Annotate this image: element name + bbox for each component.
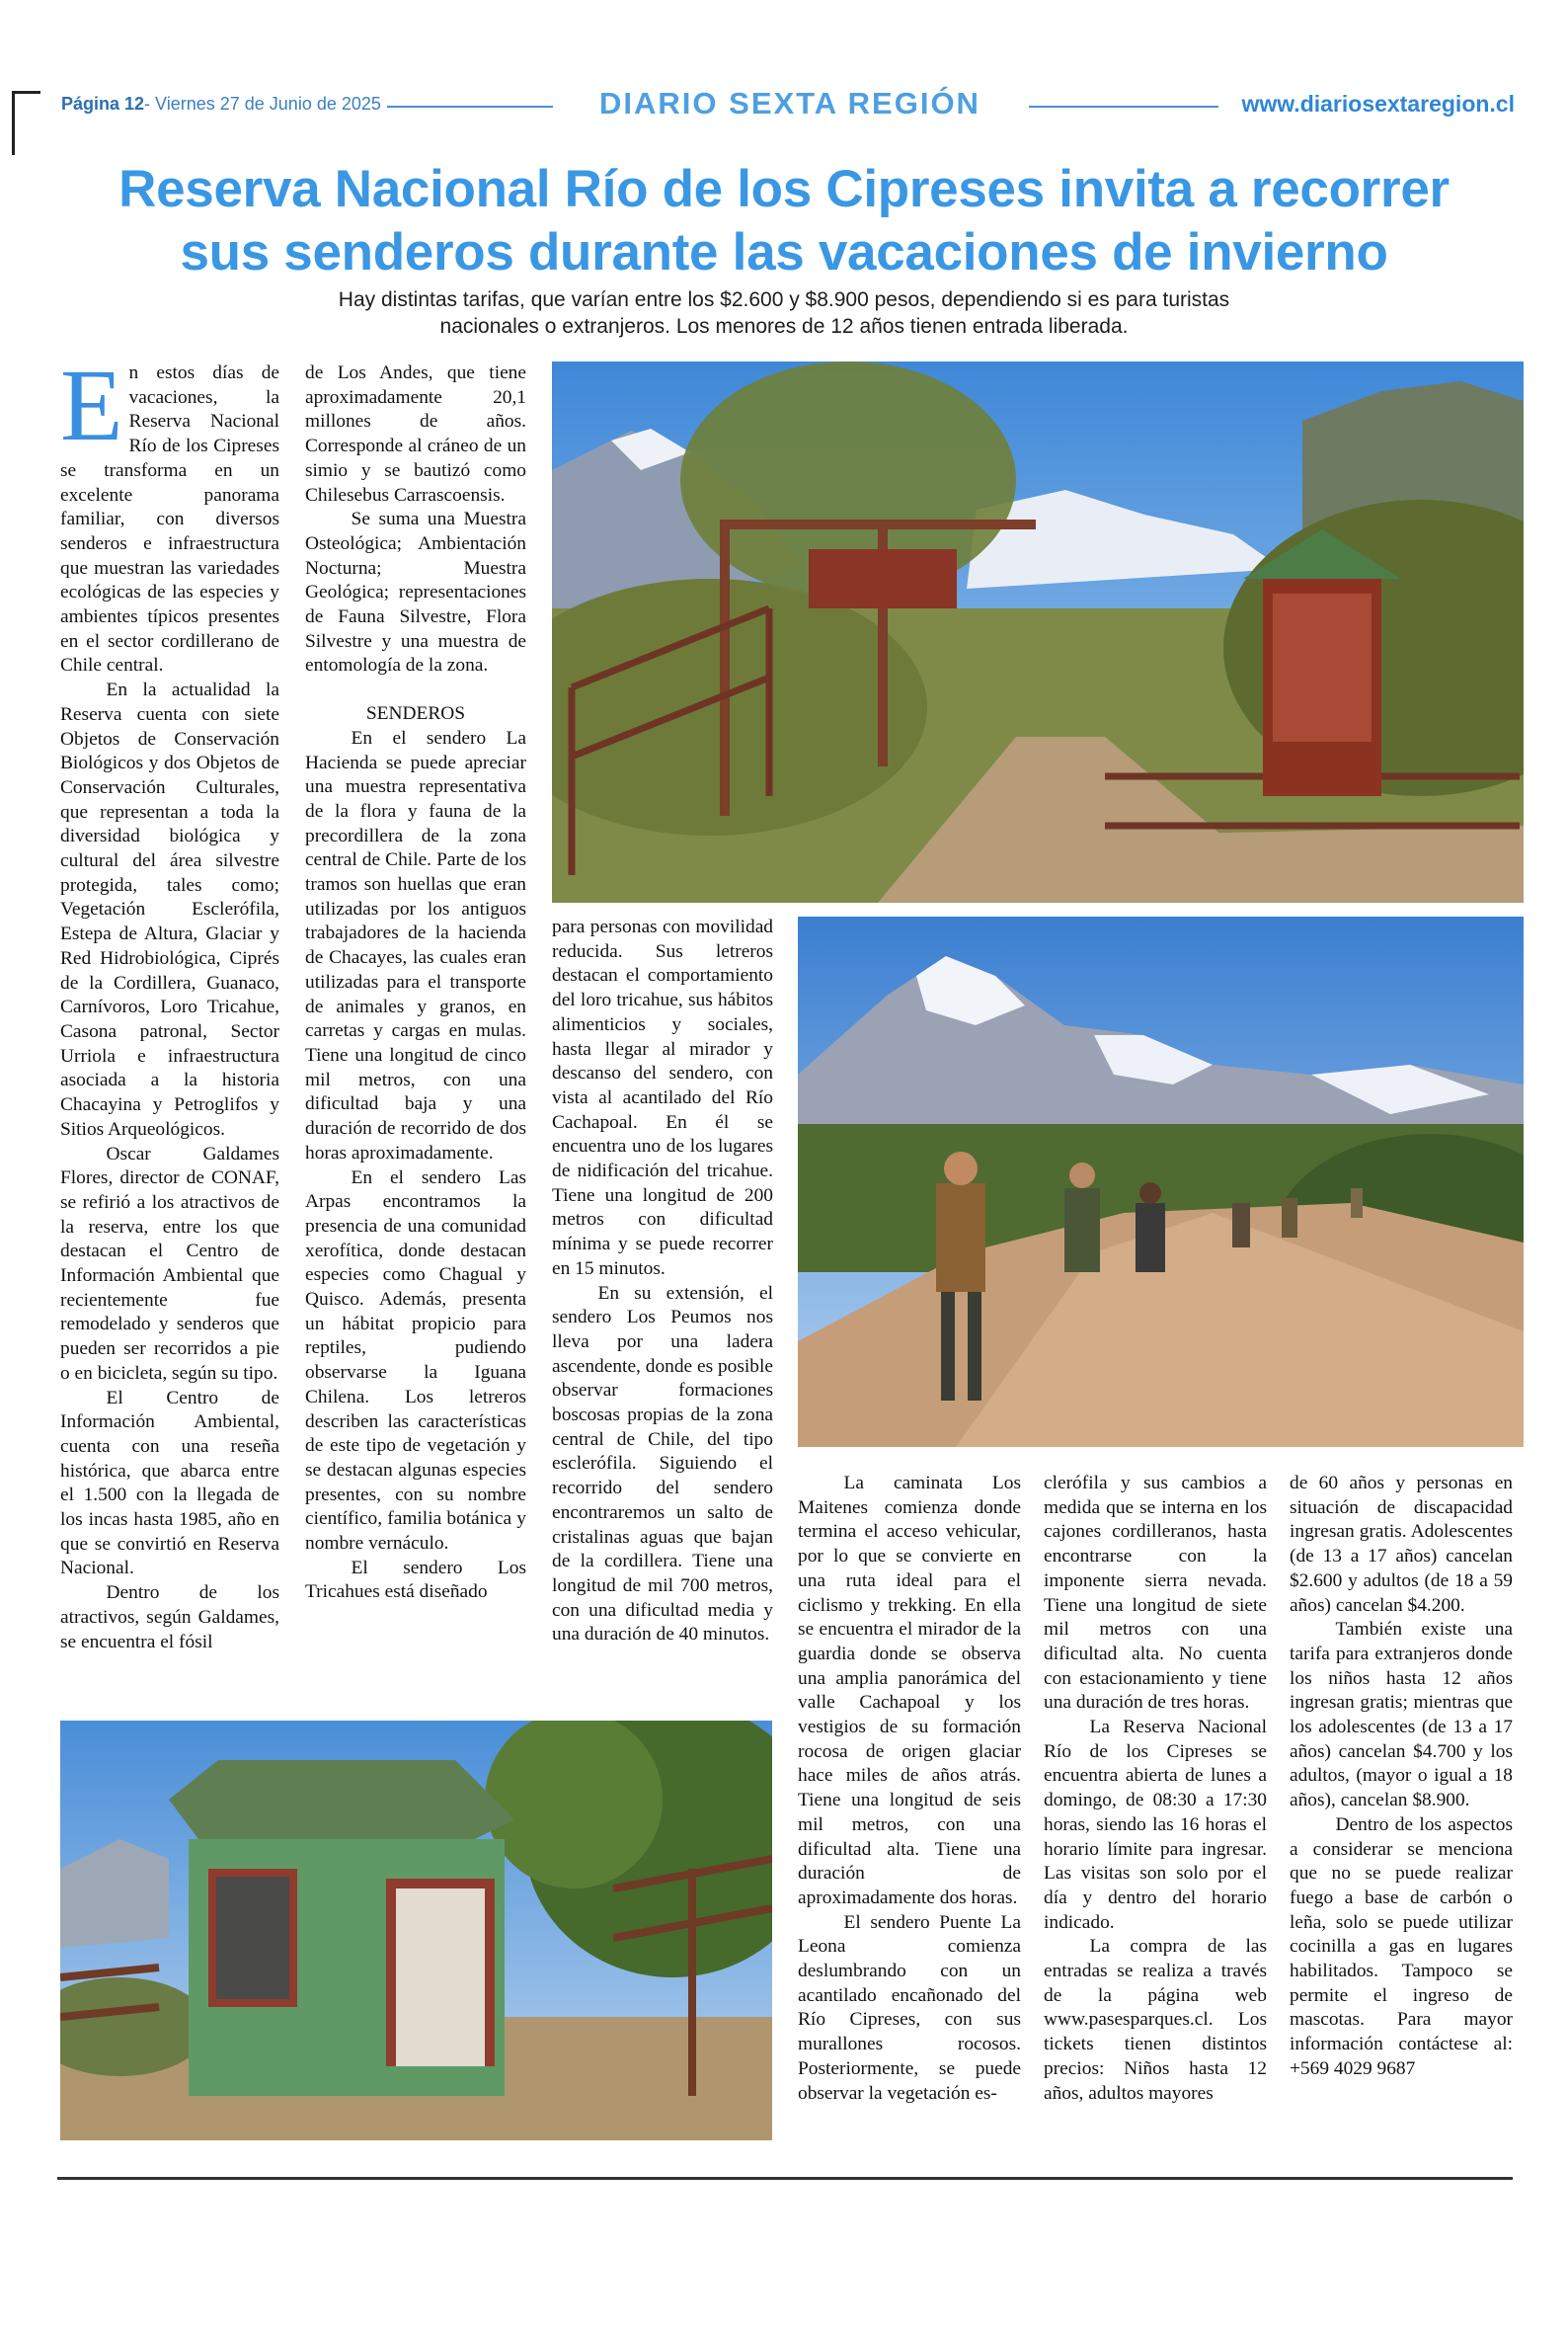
article-column-1 (60, 349, 279, 1654)
page-corner-mark (12, 91, 40, 155)
body-paragraph: El Centro de Información Ambiental, cuenta con una reseña histórica, que abarca entre el 1.500 con la llegada de los incas hasta 1985, año en que se convirtió en Reserva Nacional. (60, 1387, 279, 1579)
body-paragraph: clerófila y sus cambios a medida que se interna en los cajones cordilleranos, hasta encontrarse con la imponente sierra nevada. Tiene una longitud de siete mil metros con una dificultad alta. No cuenta con estacionamiento y tiene una duración de tres horas. (1044, 1473, 1267, 1714)
body-paragraph: En el sendero La Hacienda se puede apreciar una muestra representativa de la flora y fauna de la precordillera de la zona central de Chile. Parte de los tramos son huellas que eran utilizadas por los antiguos trabajadores de la hacienda de Chacayes, las cuales eran utilizadas para el transporte de animales y granos, en carretas y cargas en mulas. Tiene una longitud de cinco mil metros, con una dificultad baja y una duración de recorrido de dos horas aproximadamente. (305, 727, 526, 1164)
body-paragraph: La Reserva Nacional Río de los Cipreses se encuentra abierta de lunes a domingo, de 08:30 a 17:30 horas, siendo las 16 horas el horario límite para ingresar. Las visitas son solo por el día y dentro del horario indicado. (1044, 1717, 1267, 1933)
header-rule-left (387, 106, 553, 108)
article-column-2 (305, 361, 526, 1605)
body-paragraph: de 60 años y personas en situación de discapacidad ingresan gratis. Adolescentes (de 13 a 17 años) cancelan $2.600 y adultos (de 18 a 59 años) cancelan $4.200. (1290, 1473, 1513, 1616)
body-paragraph: El sendero Puente La Leona comienza deslumbrando con un acantilado encañonado del Río Cipreses, con sus murallones rocosos. Posteriormente, se puede observar la vegetación es- (798, 1911, 1021, 2104)
section-heading-senderos: SENDEROS (365, 703, 466, 725)
page-bottom-rule (57, 2177, 1513, 2180)
page-number: Página 12 (61, 93, 145, 114)
body-paragraph: En su extensión, el sendero Los Peumos nos lleva por una ladera ascendente, donde es posible observar formaciones boscosas propias de la zona central de Chile, del tipo esclerófila. Siguiendo el recorrido del sendero encontraremos un salto de cristalinas aguas que bajan de la cordillera. Tiene una longitud de mil 700 metros, con una dificultad media y una duración de 40 minutos. (552, 1282, 773, 1646)
body-paragraph: En la actualidad la Reserva cuenta con siete Objetos de Conservación Biológicos y dos Objetos de Conservación Culturales, que representan a toda la diversidad biológica y cultural del área silvestre protegida, tales como; Vegetación Esclerófila, Estepa de Altura, Glaciar y Red Hidrobiológica, Ciprés de la Cordillera, Guanaco, Carnívoros, Loro Tricahue, Casona patronal, Sector Urriola e infraestructura asociada a la historia Chacayina y Petroglifos y Sitios Arqueológicos. (60, 680, 279, 1140)
article-title-line-2: sus senderos durante las vacaciones de invierno (180, 223, 1388, 281)
hikers-trail-photo (798, 917, 1524, 1447)
body-paragraph: Oscar Galdames Flores, director de CONAF, se refirió a los atractivos de la reserva, entre los que destacan el Centro de Información Ambiental que recientemente fue remodelado y senderos que pueden ser recorridos a pie o en bicicleta, según su tipo. (60, 1143, 279, 1384)
entrance-gate-photo (552, 361, 1524, 903)
header-rule-right (1029, 106, 1218, 108)
newspaper-brand: DIARIO SEXTA REGIÓN (599, 86, 980, 120)
article-subtitle-line-1: Hay distintas tarifas, que varían entre los $2.600 y $8.900 pesos, dependiendo si es para turistas (338, 288, 1230, 311)
drop-cap: E (60, 349, 123, 462)
body-paragraph: El sendero Los Tricahues está diseñado (305, 1557, 526, 1603)
article-title-line-1: Reserva Nacional Río de los Cipreses invita a recorrer (118, 160, 1450, 218)
body-paragraph: La caminata Los Maitenes comienza donde termina el acceso vehicular, por lo que se convierte en una ruta ideal para el ciclismo y trekking. En ella se encuentra el mirador de la guardia donde se observa una amplia panorámica del valle Cachapoal y los vestigios de su formación rocosa de origen glaciar hace miles de años atrás. Tiene una longitud de seis mil metros, con una dificultad alta. Tiene una duración de aproximadamente dos horas. (798, 1473, 1021, 1908)
article-column-5 (1044, 1472, 1267, 2106)
body-paragraph: La compra de las entradas se realiza a través de la página web www.pasesparques.cl. Los tickets tienen distintos precios: Niños hasta 12 años, adultos mayores (1044, 1936, 1267, 2104)
page-date-label (61, 89, 381, 119)
article-column-6 (1290, 1472, 1513, 2082)
article-column-4 (798, 1472, 1021, 2106)
body-paragraph: Dentro de los aspectos a considerar se menciona que no se puede realizar fuego a base de carbón o leña, solo se puede utilizar cocinilla a gas en lugares habilitados. Tampoco se permite el ingreso de mascotas. Para mayor información contáctese al: +569 4029 9687 (1290, 1813, 1513, 2079)
body-paragraph: de Los Andes, que tiene aproximadamente 20,1 millones de años. Corresponde al cráneo de un simio y se bautizó como Chilesebus Carrascoensis. (305, 362, 526, 506)
issue-date: - Viernes 27 de Junio de 2025 (144, 93, 381, 114)
article-subtitle (178, 286, 1390, 340)
article-title (39, 158, 1529, 284)
body-paragraph: para personas con movilidad reducida. Sus letreros destacan el comportamiento del loro tricahue, sus hábitos alimenticios y sociales, hasta llegar al mirador y descanso del sendero, con vista al acantilado del Río Cachapoal. En él se encuentra uno de los lugares de nidificación del tricahue. Tiene una longitud de 200 metros con dificultad mínima y se puede recorrer en 15 minutos. (552, 917, 773, 1279)
body-paragraph: Se suma una Muestra Osteológica; Ambientación Nocturna; Muestra Geológica; representaciones de Fauna Silvestre, Flora Silvestre y una muestra de entomología de la zona. (305, 509, 526, 677)
hikers-trail-illustration (798, 917, 1524, 1447)
body-paragraph: También existe una tarifa para extranjeros donde los niños hasta 12 años ingresan gratis; mientras que los adolescentes (de 13 a 17 años) cancelan $4.700 y los adultos, (mayor o igual a 18 años), cancelan $8.900. (1290, 1619, 1513, 1811)
newspaper-url-link[interactable]: www.diariosextaregion.cl (1241, 90, 1515, 117)
green-cabin-illustration (60, 1721, 772, 2140)
intro-paragraph: En estos días de vacaciones, la Reserva Nacional Río de los Cipreses se transforma en un excelente panorama familiar, con diversos senderos e infraestructura que muestran las variedades ecológicas de las especies y ambientes típicos presentes en el sector cordillerano de Chile central. (60, 349, 279, 677)
green-cabin-photo (60, 1721, 772, 2140)
entrance-gate-illustration (552, 361, 1524, 903)
article-column-3 (552, 916, 773, 1647)
article-subtitle-line-2: nacionales o extranjeros. Los menores de 12 años tienen entrada liberada. (439, 315, 1129, 338)
body-paragraph: Dentro de los atractivos, según Galdames, se encuentra el fósil (60, 1582, 279, 1652)
body-paragraph: En el sendero Las Arpas encontramos la presencia de una comunidad xerofítica, donde destacan especies como Chagual y Quisco. Además, presenta un hábitat propicio para reptiles, pudiendo observarse la Iguana Chilena. Los letreros describen las características de este tipo de vegetación y se destacan algunas especies presentes, con su nombre científico, familia botánica y nombre vernáculo. (305, 1166, 526, 1555)
